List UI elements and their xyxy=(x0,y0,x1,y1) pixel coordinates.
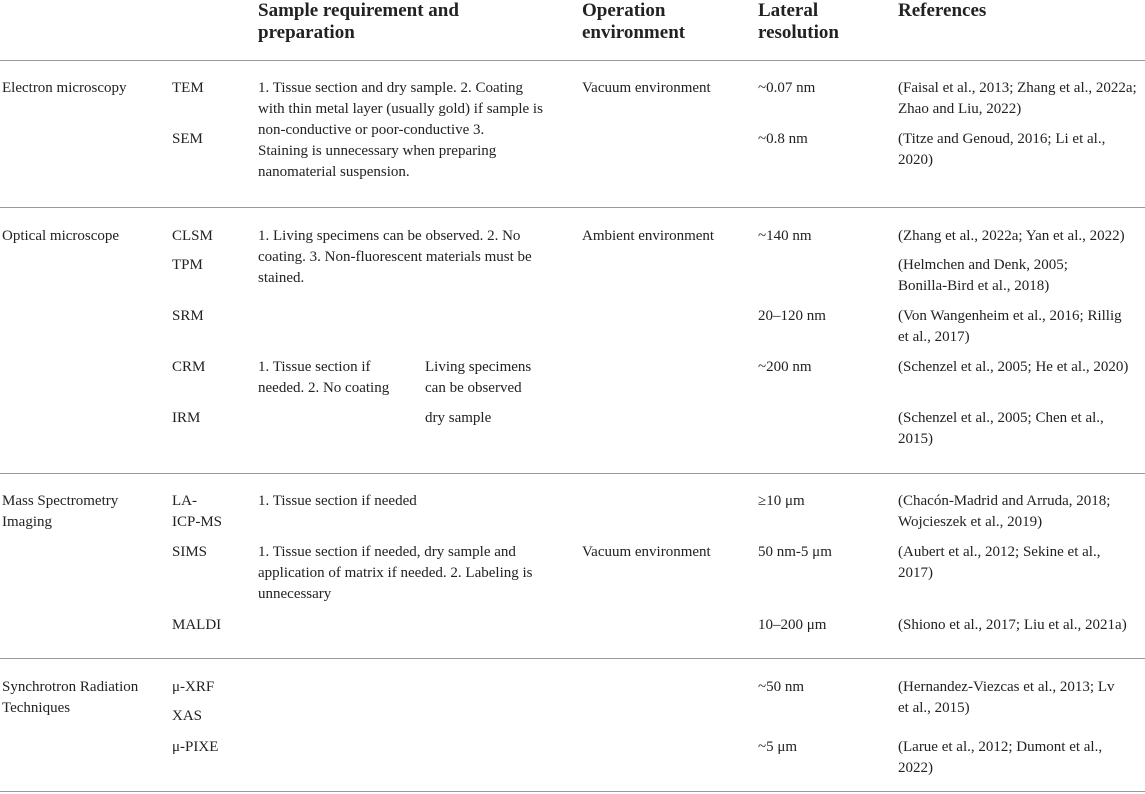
srm-resolution: 20–120 nm xyxy=(758,308,826,324)
crm-sample-tissue: needed. 2. No coating xyxy=(258,380,390,396)
irm-references: (Schenzel et al., 2005; Chen et al., xyxy=(898,410,1104,426)
xrf-references: et al., 2015) xyxy=(898,700,970,716)
sims-references: 2017) xyxy=(898,565,933,581)
group-rule xyxy=(0,473,1145,474)
category-mass-spectrometry: Imaging xyxy=(2,514,52,530)
la-sample: 1. Tissue section if needed xyxy=(258,493,417,509)
header-lateral-1: Lateral xyxy=(758,0,819,21)
category-synchrotron: Techniques xyxy=(2,700,71,716)
tem-references: (Faisal et al., 2013; Zhang et al., 2022a; xyxy=(898,80,1137,96)
category-optical-microscope: Optical microscope xyxy=(2,228,120,244)
electron-sample-line: Staining is unnecessary when preparing xyxy=(258,143,497,159)
technique-la-icp-ms: ICP-MS xyxy=(172,514,223,530)
sims-sample-line: 1. Tissue section if needed, dry sample and xyxy=(258,544,516,560)
group-rule xyxy=(0,207,1145,208)
technique-tpm: TPM xyxy=(172,257,203,273)
header-sample-2: preparation xyxy=(258,22,355,43)
sem-resolution: ~0.8 nm xyxy=(758,131,808,147)
crm-sample-living: Living specimens xyxy=(425,359,532,375)
optical-sample-line: stained. xyxy=(258,270,305,286)
irm-references: 2015) xyxy=(898,431,933,447)
technique-clsm: CLSM xyxy=(172,228,213,244)
xrf-references: (Hernandez-Viezcas et al., 2013; Lv xyxy=(898,679,1115,695)
category-mass-spectrometry: Mass Spectrometry xyxy=(2,493,119,509)
technique-tem: TEM xyxy=(172,80,204,96)
tpm-references: (Helmchen and Denk, 2005; xyxy=(898,257,1068,273)
crm-resolution: ~200 nm xyxy=(758,359,812,375)
group-rule xyxy=(0,658,1145,659)
optical-environment: Ambient environment xyxy=(582,228,715,244)
clsm-resolution: ~140 nm xyxy=(758,228,812,244)
category-synchrotron: Synchrotron Radiation xyxy=(2,679,139,695)
sem-references: 2020) xyxy=(898,152,933,168)
mass-environment: Vacuum environment xyxy=(582,544,711,560)
header-lateral-2: resolution xyxy=(758,22,839,43)
la-resolution: ≥10 μm xyxy=(758,493,805,509)
header-operation-1: Operation xyxy=(582,0,666,21)
technique-sims: SIMS xyxy=(172,544,208,560)
technique-xas: XAS xyxy=(172,708,203,724)
pixe-references: 2022) xyxy=(898,760,933,776)
technique-irm: IRM xyxy=(172,410,201,426)
irm-sample: dry sample xyxy=(425,410,492,426)
header-sample-1: Sample requirement and xyxy=(258,0,459,21)
optical-sample-line: coating. 3. Non-fluorescent materials must be xyxy=(258,249,532,265)
technique-sem: SEM xyxy=(172,131,203,147)
tpm-references: Bonilla-Bird et al., 2018) xyxy=(898,278,1050,294)
sims-sample-line: application of matrix if needed. 2. Labeling is xyxy=(258,565,533,581)
technique-u-xrf: μ-XRF xyxy=(172,679,215,695)
srm-references: et al., 2017) xyxy=(898,329,970,345)
optical-sample-line: 1. Living specimens can be observed. 2. No xyxy=(258,228,521,244)
pixe-references: (Larue et al., 2012; Dumont et al., xyxy=(898,739,1103,755)
clsm-references: (Zhang et al., 2022a; Yan et al., 2022) xyxy=(898,228,1125,244)
header-rule xyxy=(0,60,1145,61)
category-electron-microscopy: Electron microscopy xyxy=(2,80,127,96)
maldi-resolution: 10–200 μm xyxy=(758,617,827,633)
technique-crm: CRM xyxy=(172,359,206,375)
sims-resolution: 50 nm-5 μm xyxy=(758,544,832,560)
bottom-rule xyxy=(0,791,1145,792)
la-references: (Chacón-Madrid and Arruda, 2018; xyxy=(898,493,1111,509)
crm-sample-living: can be observed xyxy=(425,380,522,396)
electron-sample-line: nanomaterial suspension. xyxy=(258,164,410,180)
sims-sample-line: unnecessary xyxy=(258,586,332,602)
technique-la-icp-ms: LA- xyxy=(172,493,197,509)
tem-resolution: ~0.07 nm xyxy=(758,80,816,96)
crm-sample-tissue: 1. Tissue section if xyxy=(258,359,371,375)
xrf-resolution: ~50 nm xyxy=(758,679,805,695)
technique-maldi: MALDI xyxy=(172,617,222,633)
header-references: References xyxy=(898,0,987,21)
pixe-resolution: ~5 μm xyxy=(758,739,798,755)
header-operation-2: environment xyxy=(582,22,686,43)
crm-references: (Schenzel et al., 2005; He et al., 2020) xyxy=(898,359,1129,375)
electron-environment: Vacuum environment xyxy=(582,80,711,96)
sims-references: (Aubert et al., 2012; Sekine et al., xyxy=(898,544,1101,560)
tem-references: Zhao and Liu, 2022) xyxy=(898,101,1022,117)
srm-references: (Von Wangenheim et al., 2016; Rillig xyxy=(898,308,1122,324)
maldi-references: (Shiono et al., 2017; Liu et al., 2021a) xyxy=(898,617,1127,633)
electron-sample-line: non-conductive or poor-conductive 3. xyxy=(258,122,485,138)
electron-sample-line: with thin metal layer (usually gold) if sample is xyxy=(258,101,543,117)
technique-srm: SRM xyxy=(172,308,204,324)
technique-u-pixe: μ-PIXE xyxy=(172,739,219,755)
la-references: Wojcieszek et al., 2019) xyxy=(898,514,1043,530)
sem-references: (Titze and Genoud, 2016; Li et al., xyxy=(898,131,1106,147)
electron-sample-line: 1. Tissue section and dry sample. 2. Coating xyxy=(258,80,523,96)
